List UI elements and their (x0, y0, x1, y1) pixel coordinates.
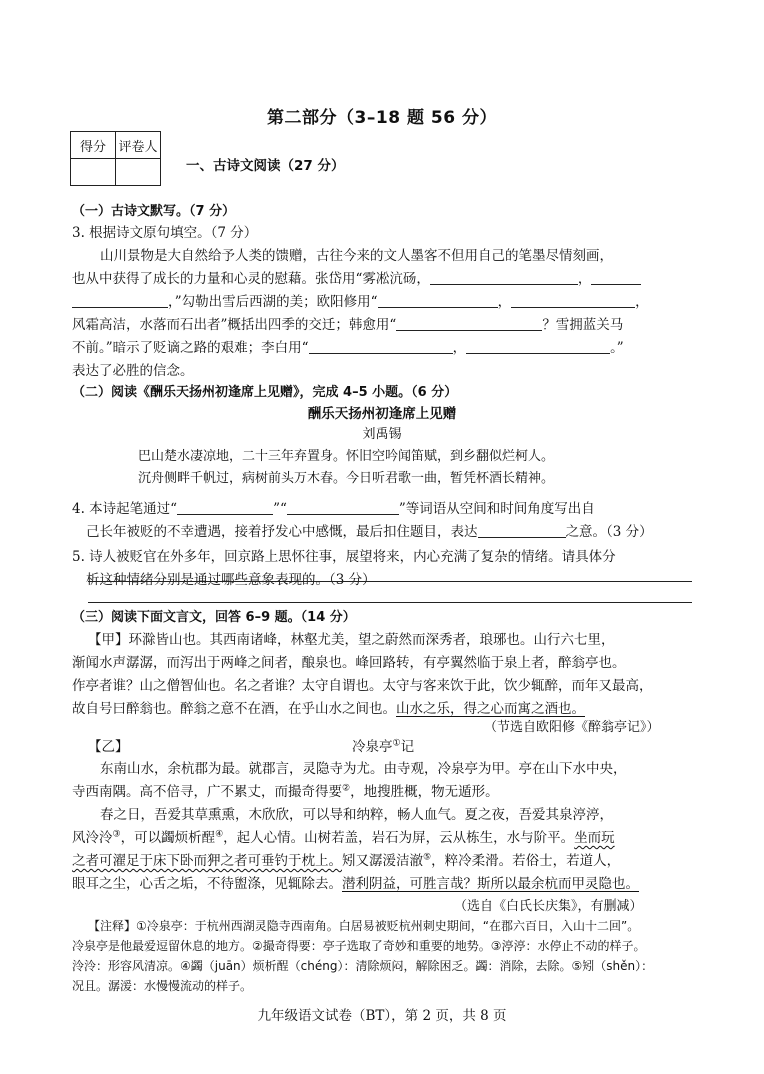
yi-wavy-sentence-start: 坐而玩 (574, 830, 615, 846)
blank-6[interactable] (309, 339, 453, 354)
q4-blank-3[interactable] (478, 523, 566, 538)
q3-para-5 (72, 336, 624, 356)
jia-line-2: 渐闻水声潺潺，而泻出于两峰之间者，酿泉也。峰回路转，有亭翼然临于泉上者，醉翁亭也。 (72, 655, 626, 671)
answer-line-1[interactable] (88, 581, 692, 582)
score-header: 得分 (71, 132, 116, 159)
section-title: 一、古诗文阅读（27 分） (186, 158, 345, 174)
blank-3[interactable] (378, 293, 498, 308)
yi-line-5 (72, 849, 620, 869)
yi-line-1: 东南山水，余杭郡为最。就郡言，灵隐寺为尤。由寺观，冷泉亭为甲。亭在山下水中央， (100, 761, 627, 777)
q4-blank-2[interactable] (287, 500, 399, 515)
note-line-2: 冷泉亭是他最爱逗留休息的地方。②撮奇得要：亭子选取了奇妙和重要的地势。③渟渟：水停止不动的样子。 (72, 939, 646, 953)
score-table (70, 131, 161, 186)
grader-cell[interactable] (116, 159, 161, 186)
q3-para-1: 山川景物是大自然给予人类的馈赠，古往今来的文人墨客不但用自己的笔墨尽情刻画， (100, 248, 613, 264)
q4-text-c: ”等词语从空间和时间角度写出自 (398, 501, 595, 517)
footnote-marker: ③ (112, 829, 121, 840)
q3-text-4b: ？雪拥蓝关马 (542, 317, 624, 333)
yi-line-3: 春之日，吾爱其草熏熏，木欣欣，可以导和纳粹，畅人血气。夏之夜，吾爱其泉渟渟， (100, 807, 613, 823)
yi-text-6a: 眼耳之尘，心舌之垢，不待盥涤，见辄除去。 (72, 876, 342, 892)
yi-title-end: 记 (400, 739, 415, 755)
yi-label: 【乙】 (88, 739, 129, 755)
q4-text-b: ”“ (273, 501, 287, 517)
footnote-marker: ② (342, 783, 351, 794)
yi-underlined-sentence: 潜利阴益，可胜言哉？斯所以最余杭而甲灵隐也。 (342, 876, 639, 892)
poem-line-2: 沉舟侧畔千帆过，病树前头万木春。今日听君歌一曲，暂凭杯酒长精神。 (138, 471, 555, 486)
jia-line-1: 【甲】环滁皆山也。其西南诸峰，林壑尤美，望之蔚然而深秀者，琅琊也。山行六七里， (88, 632, 615, 648)
blank-2[interactable] (591, 270, 641, 285)
footnote-marker: ④ (215, 829, 224, 840)
q4-text-e: 之意。（3 分） (565, 524, 653, 540)
q3-label: 3. 根据诗文原句填空。（7 分） (72, 225, 258, 241)
note-line-1: 【注释】①冷泉亭：于杭州西湖灵隐寺西南角。白居易被贬杭州刺史期间，“在郡六百日，入山十二回”。 (88, 919, 640, 933)
comma: ， (635, 294, 649, 310)
jia-line-3: 作亭者谁？山之僧智仙也。名之者谁？太守自谓也。太守与客来饮于此，饮少辄醉，而年又最高， (72, 678, 653, 694)
yi-text-4b: ，可以蠲烦析酲 (120, 830, 216, 846)
sub3-heading: （三）阅读下面文言文，回答 6–9 题。（14 分） (72, 610, 356, 625)
grader-header: 评卷人 (116, 132, 161, 159)
blank-2b[interactable] (72, 293, 168, 308)
jia-text-4: 故自号曰醉翁也。醉翁之意不在酒，在乎山水之间也。 (72, 701, 396, 717)
q3-text-4: 风霜高洁，水落而石出者”概括出四季的交迁；韩愈用“ (72, 317, 397, 333)
q3-text-5b: 。” (610, 340, 624, 356)
q3-para-2 (72, 267, 641, 287)
q4-text-d: 己长年被贬的不幸遭遇，接着抒发心中感慨，最后扣住题目，表达 (86, 524, 478, 540)
q4-line-1 (72, 497, 595, 517)
yi-wavy-sentence: 之者可濯足于床下卧而狎之者可垂钓于枕上。 (72, 853, 342, 869)
comma: ， (577, 271, 592, 287)
poem-author: 刘禹锡 (362, 427, 402, 442)
blank-4[interactable] (511, 293, 635, 308)
note-line-4: 况且。潺湲：水慢慢流动的样子。 (72, 979, 253, 993)
q5-line-1: 5. 诗人被贬官在外多年，回京路上思怀往事，展望将来，内心充满了复杂的情绪。请具体分 (72, 549, 616, 565)
poem-title: 酬乐天扬州初逢席上见赠 (307, 406, 457, 422)
footnote-marker: ⑤ (423, 852, 432, 863)
blank-5[interactable] (396, 316, 542, 331)
note-line-3: 泠泠：形容风清凉。④蠲（juān）烦析酲（chéng）：清除烦闷，解除困乏。蠲：消除，去除。⑤矧（shěn）： (72, 959, 654, 973)
page-footer: 九年级语文试卷（BT），第 2 页，共 8 页 (257, 1008, 507, 1024)
blank-7[interactable] (466, 339, 610, 354)
yi-title-text: 冷泉亭 (352, 739, 393, 755)
q4-line-2 (86, 520, 653, 540)
jia-underlined-sentence: 山水之乐，得之心而寓之酒也。 (396, 701, 585, 717)
yi-source: （选自《白氏长庆集》，有删减） (454, 899, 643, 914)
sub2-heading: （二）阅读《酬乐天扬州初逢席上见赠》，完成 4–5 小题。（6 分） (72, 385, 458, 400)
q3-para-4 (72, 313, 623, 333)
jia-source: （节选自欧阳修《醉翁亭记》） (484, 720, 660, 735)
answer-line-2[interactable] (88, 602, 692, 603)
q3-para-3 (72, 290, 649, 310)
footnote-marker: ① (392, 738, 401, 749)
yi-title (352, 735, 414, 755)
blank-1[interactable] (430, 270, 578, 285)
q4-blank-1[interactable] (177, 500, 273, 515)
score-cell[interactable] (71, 159, 116, 186)
yi-text-4c: ，起人心情。山树若盖，岩石为屏，云从栋生，水与阶平。 (223, 830, 575, 846)
q3-text-2: 也从中获得了成长的力量和心灵的慰藉。张岱用“雾凇沆砀， (72, 271, 430, 287)
q4-text-a: 4. 本诗起笔通过“ (72, 501, 178, 517)
q3-text-3: ，”勾勒出雪后西湖的美；欧阳修用“ (168, 294, 378, 310)
yi-text-5b: 矧又潺湲洁澈 (342, 853, 423, 869)
comma: ， (497, 294, 512, 310)
part-title: 第二部分（3–18 题 56 分） (267, 108, 497, 128)
yi-text-4a: 风泠泠 (72, 830, 113, 846)
yi-text-2a: 寺西南隅。高不倍寻，广不累丈，而撮奇得要 (72, 784, 342, 800)
q3-text-5: 不前。”暗示了贬谪之路的艰难；李白用“ (72, 340, 309, 356)
yi-text-5c: ，粹冷柔滑。若俗士，若道人， (431, 853, 621, 869)
yi-line-6 (72, 872, 639, 892)
yi-line-4 (72, 826, 615, 846)
jia-line-4 (72, 697, 585, 717)
q5-line-2: 析这种情绪分别是通过哪些意象表现的。（3 分） (86, 572, 376, 588)
comma: ， (452, 340, 467, 356)
yi-text-2b: ，地搜胜概，物无遁形。 (350, 784, 499, 800)
yi-line-2 (72, 780, 499, 800)
q3-para-6: 表达了必胜的信念。 (72, 363, 194, 379)
poem-line-1: 巴山楚水凄凉地，二十三年弃置身。怀旧空吟闻笛赋，到乡翻似烂柯人。 (138, 449, 555, 464)
sub1-heading: （一）古诗文默写。（7 分） (72, 204, 236, 219)
